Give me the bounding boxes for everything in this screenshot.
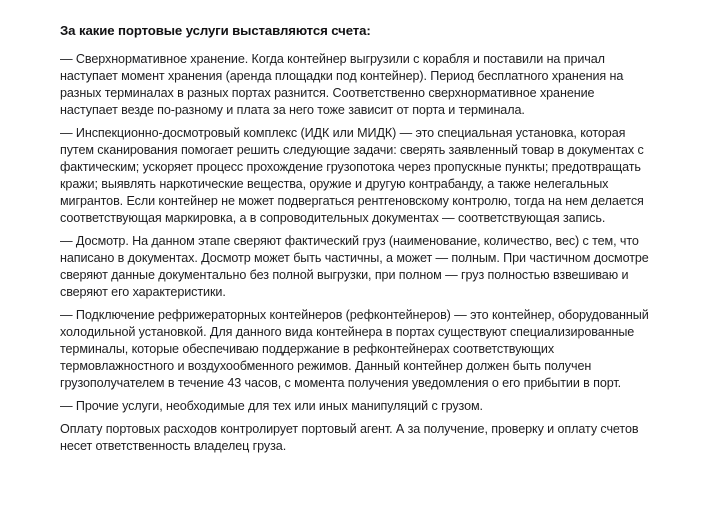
paragraph-inspection-complex: — Инспекционно-досмотровый комплекс (ИДК или МИДК) — это специальная установка, которая путем сканирования помогает решить следующие задачи: сверять заявленный товар в документах с фактическим; ускоряет процесс прохождение грузопотока через пропускные пункты; предотвращать кражи; выявлять наркотические вещества, оружие и другую контрабанду, а также нелегальных мигрантов. Если контейнер не может подвергаться рентгеновскому контролю, тогда на нем делается соответствующая маркировка, а в сопроводительных документах — соответствующая запись. bbox=[60, 126, 644, 225]
paragraph-customs-examination: — Досмотр. На данном этапе сверяют фактический груз (наименование, количество, вес) с тем, что написано в документах. Досмотр может быть частичны, а может — полным. При частичном досмотре сверяют данные документально без полной выгрузки, при полном — груз полностью взвешиваю и сверяют его характеристики. bbox=[60, 234, 649, 299]
paragraph-reefer-connection: — Подключение рефрижераторных контейнеров (рефконтейнеров) — это контейнер, оборудованный холодильной установкой. Для данного вида контейнера в портах существуют специализированные терминалы, которые обеспечиваю поддержание в рефконтейнерах соответствующих термовлажностного и воздухообменного режимов. Данный контейнер должен быть получен грузополучателем в течение 43 часов, с момента получения уведомления о его прибытии в порт. bbox=[60, 308, 649, 390]
paragraph-payment-responsibility: Оплату портовых расходов контролирует портовый агент. А за получение, проверку и оплату счетов несет ответственность владелец груза. bbox=[60, 422, 639, 453]
document-title: За какие портовые услуги выставляются счета: bbox=[60, 23, 371, 38]
paragraph-overstorage: — Сверхнормативное хранение. Когда контейнер выгрузили с корабля и поставили на причал наступает момент хранения (аренда площадки под контейнер). Период бесплатного хранения на разных терминалах в разных портах разнится. Соответственно сверхнормативное хранение наступает везде по-разному и плата за него тоже зависит от порта и терминала. bbox=[60, 52, 624, 117]
paragraph-other-services: — Прочие услуги, необходимые для тех или иных манипуляций с грузом. bbox=[60, 399, 483, 413]
